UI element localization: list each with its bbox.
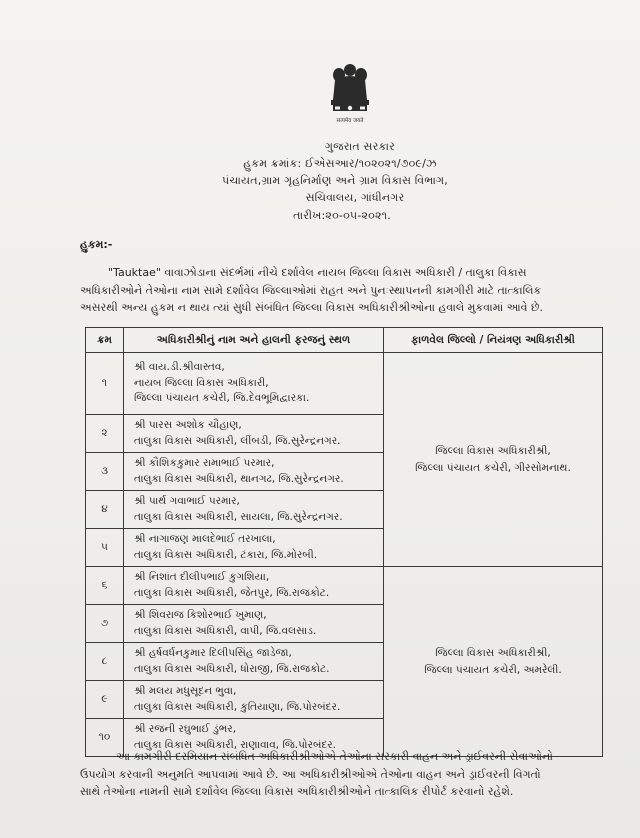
state-emblem-icon: [325, 62, 375, 130]
district-line: જિલ્લા વિકાસ અધિકારીશ્રી,: [435, 444, 551, 457]
row-serial: ૧૦: [86, 719, 124, 757]
officer-line: તાલુકા વિકાસ અધિકારી, ધોરાજી, જિ.રાજકોટ.: [134, 662, 330, 675]
row-serial: ૩: [86, 453, 124, 491]
officer-assignment-table: [85, 327, 603, 757]
officer-cell: [124, 353, 384, 415]
govt-name: ગુજરાત સરકાર: [324, 140, 396, 153]
officer-line: તાલુકા વિકાસ અધિકારી, રાણાવાવ, જિ.પોરબંદર.: [134, 738, 337, 751]
officer-line: તાલુકા વિકાસ અધિકારી, લીંબડી, જિ.સુરેન્દ્રનગર.: [134, 434, 341, 447]
row-serial: ૬: [86, 567, 124, 605]
header-officer: અધિકારીશ્રીનું નામ અને હાલની ફરજનું સ્થળ: [124, 328, 384, 353]
header-district: ફાળવેલ જિલ્લો / નિયંત્રણ અધિકારીશ્રી: [384, 328, 603, 353]
office-location: સચિવાલય, ગાંધીનગર: [305, 191, 405, 204]
officer-cell: [124, 491, 384, 529]
row-serial: ૫: [86, 529, 124, 567]
row-serial: ૨: [86, 415, 124, 453]
officer-line: તાલુકા વિકાસ અધિકારી, ટંકારા, જિ.મોરબી.: [134, 548, 318, 561]
row-serial: ૯: [86, 681, 124, 719]
order-date: તારીખ:૨૦-૦૫-૨૦૨૧.: [293, 209, 391, 222]
district-line: જિલ્લા પંચાયત કચેરી, અમરેલી.: [424, 663, 562, 676]
officer-line: શ્રી શિવરાજ કિશોરભાઈ ખુમાણ,: [134, 609, 267, 621]
officer-line: તાલુકા વિકાસ અધિકારી, વાપી, જિ.વલસાડ.: [134, 624, 317, 637]
row-serial: ૮: [86, 643, 124, 681]
officer-line: તાલુકા વિકાસ અધિકારી, જેતપુર, જિ.રાજકોટ.: [134, 586, 330, 599]
officer-line: શ્રી નાગાજણ માલદેભાઈ તરખાલા,: [134, 533, 276, 545]
row-serial: ૭: [86, 605, 124, 643]
intro-line: અધિકારીઓને તેઓના નામ સામે દર્શાવેલ જિલ્લાઓમાં રાહત અને પુનઃસ્થાપનની કામગીરી માટે તાત્કાલિક: [80, 283, 542, 297]
officer-line: નાયબ જિલ્લા વિકાસ અધિકારી,: [134, 376, 269, 389]
intro-paragraph: [80, 264, 612, 317]
officer-cell: [124, 643, 384, 681]
officer-cell: [124, 529, 384, 567]
officer-line: તાલુકા વિકાસ અધિકારી, સાયલા, જિ.સુરેન્દ્રનગર.: [134, 510, 343, 523]
header-serial: ક્રમ: [86, 328, 124, 353]
officer-cell: [124, 567, 384, 605]
closing-line: આ કામગીરી દરમિયાન સંબંધિત અધિકારીશ્રીઓએ તેઓના સરકારી વાહન અને ડ્રાઈવરની સેવાઓનો: [116, 750, 553, 763]
officer-line: શ્રી રજની રઘુભાઈ ડુંભર,: [134, 723, 237, 735]
officer-cell: [124, 605, 384, 643]
officer-line: જિલ્લા પંચાયત કચેરી, જિ.દેવભૂમિદ્વારકા.: [134, 392, 310, 405]
intro-line: "Tauktae" વાવાઝોડાના સંદર્ભમાં નીચે દર્શાવેલ નાયબ જિલ્લા વિકાસ અધિકારી / તાલુકા વિકાસ: [108, 266, 527, 279]
closing-line: ઉપયોગ કરવાની અનુમતિ આપવામાં આવે છે. આ અધિકારીશ્રીઓએ તેઓના વાહન અને ડ્રાઈવરની વિગતો: [80, 767, 541, 781]
table-row: [86, 567, 603, 605]
order-number: હુકમ ક્રમાંક: ઈએસઆર/૧૦૨૦૨૧/૭૦૯/ઝ: [243, 157, 437, 170]
district-line: જિલ્લા વિકાસ અધિકારીશ્રી,: [435, 646, 551, 659]
officer-line: શ્રી નિશાંત દીલીપભાઈ કુગશિયા,: [134, 571, 270, 583]
officer-line: શ્રી હર્ષવર્ધનકુમાર દિલીપસિંહ જાડેજા,: [134, 647, 292, 659]
order-label: હુકમ:-: [80, 238, 113, 251]
row-serial: ૧: [86, 353, 124, 415]
intro-line: અસરથી અન્ય હુકમ ન થાય ત્યાં સુધી સંબંધિત જિલ્લા વિકાસ અધિકારીશ્રીઓના હવાલે મુકવામાં આવે છે.: [80, 301, 544, 314]
officer-line: શ્રી મલય મધુસૂદન ભુવા,: [134, 685, 237, 697]
officer-line: શ્રી કૌશિકકુમાર રામાભાઈ પરમાર,: [134, 457, 275, 469]
officer-line: તાલુકા વિકાસ અધિકારી, કુતિયાણા, જિ.પોરબંદર.: [134, 700, 341, 713]
emblem-motto: सत्यमेव जयते: [336, 118, 364, 124]
department-name: પંચાયત,ગ્રામ ગૃહનિર્માણ અને ગ્રામ વિકાસ વિભાગ,: [222, 174, 448, 187]
district-cell: [384, 353, 603, 567]
officer-cell: [124, 681, 384, 719]
officer-line: શ્રી પારસ અશોક ચૌહાણ,: [134, 419, 242, 431]
closing-line: સાથે તેઓના નામની સામે દર્શાવેલ જિલ્લા વિકાસ અધિકારીશ્રીઓને તાત્કાલિક રીપોર્ટ કરવાનો રહેશે.: [80, 785, 514, 798]
table-row: [86, 353, 603, 415]
officer-line: તાલુકા વિકાસ અધિકારી, થાનગઢ, જિ.સુરેન્દ્રનગર.: [134, 472, 344, 485]
table-header-row: [86, 328, 603, 353]
closing-paragraph: [80, 748, 612, 801]
district-line: જિલ્લા પંચાયત કચેરી, ગીરસોમનાથ.: [415, 461, 571, 474]
district-cell: [384, 567, 603, 757]
officer-cell: [124, 415, 384, 453]
row-serial: ૪: [86, 491, 124, 529]
officer-line: શ્રી પાર્થ ગવાભાઈ પરમાર,: [134, 495, 240, 507]
officer-line: શ્રી વાય.ડી.શ્રીવાસ્તવ,: [134, 361, 225, 374]
officer-cell: [124, 453, 384, 491]
